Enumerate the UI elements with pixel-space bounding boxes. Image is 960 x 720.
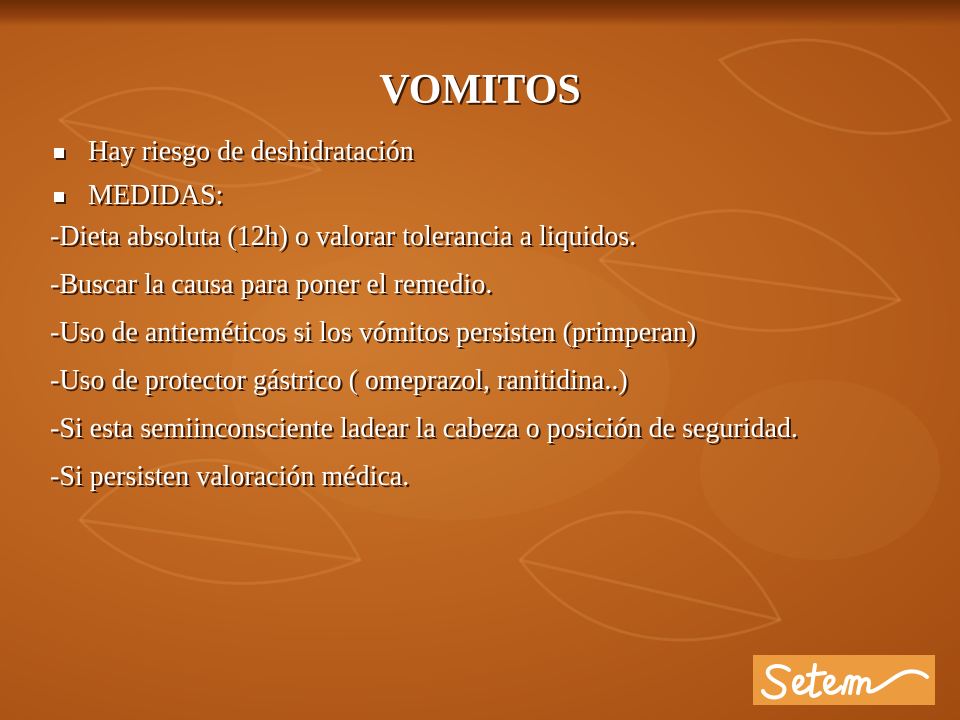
measure-line: -Dieta absoluta (12h) o valorar tolerancia a liquidos. xyxy=(50,221,637,252)
slide-content xyxy=(50,132,910,508)
measure-line: -Buscar la causa para poner el remedio. xyxy=(50,269,493,300)
setem-logo-icon xyxy=(753,655,935,705)
measure-line: -Uso de antieméticos si los vómitos persisten (primperan) xyxy=(50,317,697,348)
measure-line: -Si persisten valoración médica. xyxy=(50,461,410,492)
measure-line: -Si esta semiinconsciente ladear la cabeza o posición de seguridad. xyxy=(50,413,798,444)
square-bullet-icon xyxy=(54,192,64,202)
setem-logo xyxy=(753,655,935,705)
bullet-item xyxy=(50,132,910,172)
bullet-text: MEDIDAS: xyxy=(88,180,224,211)
slide-title: VOMITOS xyxy=(379,67,581,113)
bullet-item xyxy=(50,176,910,216)
bullet-text: Hay riesgo de deshidratación xyxy=(88,136,414,167)
square-bullet-icon xyxy=(54,148,64,158)
measure-line: -Uso de protector gástrico ( omeprazol, ranitidina..) xyxy=(50,365,628,396)
